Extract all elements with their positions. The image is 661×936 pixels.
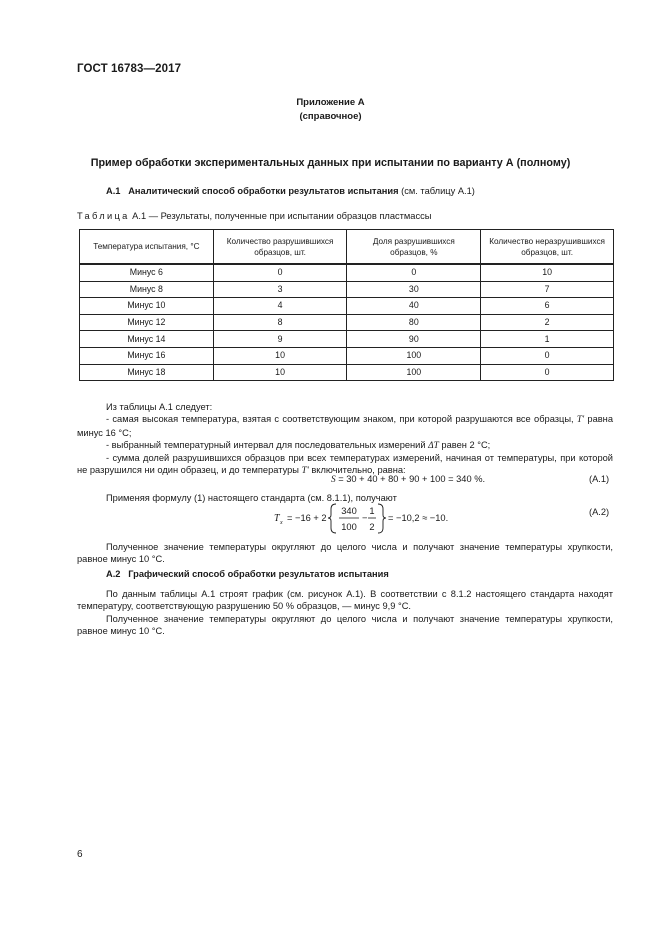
- table-cell: 0: [481, 347, 614, 364]
- variable-t-prime: T': [576, 415, 585, 426]
- table-cell: 1: [481, 331, 614, 348]
- conclusion-item: - самая высокая температура, взятая с соответствующим знаком, при которой разрушаются все образцы, T' равна минус 16 °С;: [77, 414, 613, 438]
- annex-status: (справочное): [299, 111, 362, 122]
- table-caption-label: Таблица: [77, 211, 130, 221]
- table-cell: Минус 16: [80, 347, 214, 364]
- table-cell: 10: [213, 364, 347, 381]
- section-a1-title: Аналитический способ обработки результатов испытания: [128, 186, 399, 196]
- annex-title: Приложение А: [296, 97, 365, 108]
- variable-t-prime: T': [301, 466, 309, 477]
- analytic-result: Полученное значение температуры округляют до целого числа и получают значение температуры хрупкости, равное минус 10 °С.: [77, 542, 613, 565]
- col-header-temperature: Температура испытания, °С: [80, 230, 214, 265]
- table-caption: [77, 211, 431, 221]
- half-denominator: 2: [369, 522, 375, 532]
- variable-tx-subscript: x: [280, 520, 283, 526]
- conclusions-intro: Из таблицы А.1 следует:: [106, 402, 213, 412]
- table-cell: 2: [481, 314, 614, 331]
- results-table: [79, 229, 614, 381]
- conclusion-item: - выбранный температурный интервал для последовательных измерений ΔT равен 2 °С;: [106, 439, 491, 451]
- table-cell: 6: [481, 298, 614, 315]
- left-brace: [328, 504, 336, 533]
- standard-designation: ГОСТ 16783—2017: [77, 63, 182, 75]
- variable-s: S: [331, 475, 336, 485]
- equation-a2-result: = −10,2 ≈ −10.: [388, 513, 449, 523]
- table-cell: 9: [213, 331, 347, 348]
- equation-a2-prefix: = −16 + 2: [287, 513, 327, 523]
- section-a2-title: Графический способ обработки результатов испытания: [128, 569, 389, 579]
- table-cell: 7: [481, 281, 614, 298]
- table-cell: Минус 14: [80, 331, 214, 348]
- graphic-method-text: [77, 588, 613, 637]
- table-cell: 8: [213, 314, 347, 331]
- table-cell: 90: [347, 331, 481, 348]
- table-cell: Минус 18: [80, 364, 214, 381]
- table-row: [80, 347, 614, 364]
- table-cell: 30: [347, 281, 481, 298]
- fraction-denominator: 100: [341, 522, 357, 532]
- table-row: [80, 298, 614, 315]
- conclusion-item: - сумма долей разрушившихся образцов при всех температурах измерений, начиная от температуры, при которой не разрушился ни один образец, и до температуры T' включительно, равна:: [77, 453, 613, 477]
- table-cell: 100: [347, 364, 481, 381]
- annex-heading: Пример обработки экспериментальных данных при испытании по варианту А (полному): [90, 157, 571, 169]
- table-caption-text: А.1 — Результаты, полученные при испытании образцов пластмассы: [132, 211, 432, 221]
- section-a1-heading: [106, 186, 475, 196]
- section-a2-number: А.2: [106, 569, 121, 579]
- table-cell: 80: [347, 314, 481, 331]
- table-conclusions: [77, 401, 613, 478]
- table-cell: 40: [347, 298, 481, 315]
- col-header-failed-count: Количество разрушившихся образцов, шт.: [213, 230, 347, 265]
- table-row: [80, 264, 614, 281]
- table-row: [80, 364, 614, 381]
- table-cell: 3: [213, 281, 347, 298]
- variable-tx: T: [274, 513, 280, 524]
- table-cell: 0: [347, 264, 481, 281]
- half-numerator: 1: [369, 506, 375, 516]
- table-cell: 10: [213, 347, 347, 364]
- table-cell: 0: [213, 264, 347, 281]
- right-brace: [378, 504, 386, 533]
- table-cell: Минус 8: [80, 281, 214, 298]
- minus-sign: −: [362, 513, 368, 523]
- graphic-result: Полученное значение температуры округляют до целого числа и получают значение температуры хрупкости, равное минус 10 °С.: [77, 613, 613, 636]
- formula-intro: Применяя формулу (1) настоящего стандарта (см. 8.1.1), получают: [106, 493, 397, 503]
- table-cell: Минус 12: [80, 314, 214, 331]
- table-row: [80, 314, 614, 331]
- col-header-intact-count: Количество неразрушившихся образцов, шт.: [481, 230, 614, 265]
- equation-a1: S = 30 + 40 + 80 + 90 + 100 = 340 %.: [331, 474, 486, 485]
- equation-a1-number: (А.1): [589, 474, 610, 484]
- col-header-failed-share: Доля разрушившихся образцов, %: [347, 230, 481, 265]
- variable-delta-t: ΔT: [428, 440, 439, 451]
- graphic-method-step: По данным таблицы А.1 строят график (см. рисунок А.1). В соответствии с 8.1.2 настоящего стандарта находят температуру, соответствующую разрушению 50 % образцов, — минус 9,9 °С.: [77, 589, 613, 612]
- table-header-row: [80, 230, 614, 265]
- table-cell: 10: [481, 264, 614, 281]
- table-cell: Минус 6: [80, 264, 214, 281]
- fraction-numerator: 340: [341, 506, 357, 516]
- table-row: [80, 281, 614, 298]
- section-a1-ref: (см. таблицу А.1): [401, 186, 475, 196]
- section-a1-number: А.1: [106, 186, 121, 196]
- page-number: 6: [77, 849, 83, 860]
- table-cell: 100: [347, 347, 481, 364]
- equation-a2-number: (А.2): [589, 507, 610, 517]
- table-cell: 4: [213, 298, 347, 315]
- table-row: [80, 331, 614, 348]
- table-cell: 0: [481, 364, 614, 381]
- equation-a2: [270, 500, 450, 536]
- table-cell: Минус 10: [80, 298, 214, 315]
- section-a2-heading: [106, 569, 389, 579]
